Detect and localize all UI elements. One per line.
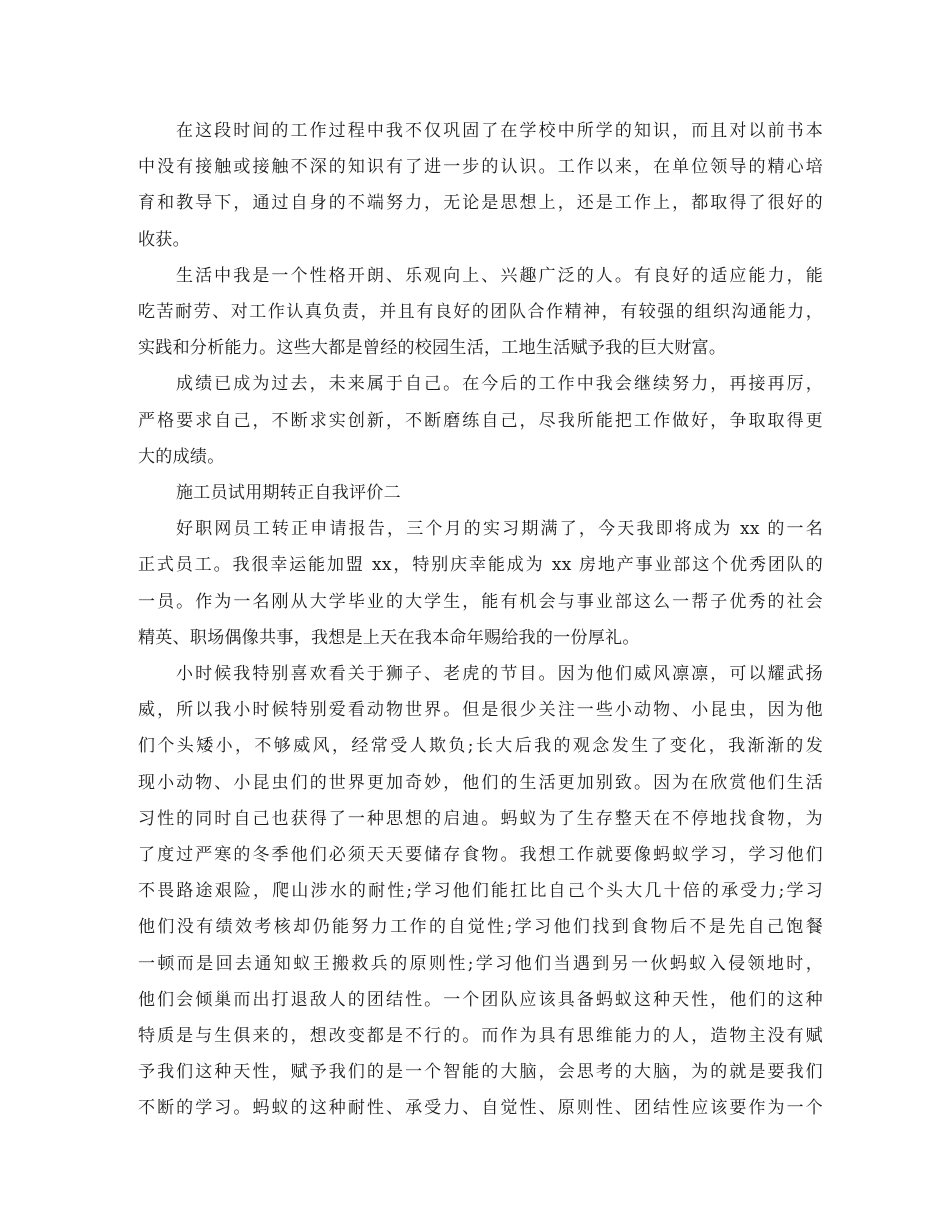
text-line: 了度过严寒的冬季他们必须天天要储存食物。我想工作就要像蚂蚁学习，学习他们 [138,845,823,865]
text-line: 好职网员工转正申请报告，三个月的实习期满了，今天我即将成为 xx 的一名 [176,519,823,540]
text-line: 大的成绩。 [138,446,225,467]
text-line: 在这段时间的工作过程中我不仅巩固了在学校中所学的知识，而且对以前书本 [176,121,823,141]
text-line: 严格要求自己，不断求实创新，不断磨练自己，尽我所能把工作做好，争取取得更 [138,410,823,431]
text-line: 精英、职场偶像共事，我想是上天在我本命年赐给我的一份厚礼。 [138,627,640,648]
text-line: 现小动物、小昆虫们的世界更加奇妙，他们的生活更加别致。因为在欣赏他们生活 [138,772,823,793]
text-line: 吃苦耐劳、对工作认真负责，并且有良好的团队合作精神，有较强的组织沟通能力， [138,302,823,322]
text-line: 收获。 [138,229,190,250]
text-line: 他们没有绩效考核却仍能努力工作的自觉性;学习他们找到食物后不是先自己饱餐 [138,917,823,938]
text-line: 威，所以我小时候特别爱看动物世界。但是很少关注一些小动物、小昆虫，因为他 [138,700,823,721]
text-line: 小时候我特别喜欢看关于狮子、老虎的节目。因为他们威风凛凛，可以耀武扬 [176,664,823,684]
text-line: 他们会倾巢而出打退敌人的团结性。一个团队应该具备蚂蚁这种天性，他们的这种 [138,989,823,1010]
text-line: 不畏路途艰险，爬山涉水的耐性;学习他们能扛比自己个头大几十倍的承受力;学习 [138,881,823,902]
text-line: 习性的同时自己也获得了一种思想的启迪。蚂蚁为了生存整天在不停地找食物，为 [138,808,823,829]
text-line: 不断的学习。蚂蚁的这种耐性、承受力、自觉性、原则性、团结性应该要作为一个 [138,1098,823,1119]
text-line: 成绩已成为过去，未来属于自己。在今后的工作中我会继续努力，再接再厉， [176,374,823,395]
text-line: 特质是与生俱来的，想改变都是不行的。而作为具有思维能力的人，造物主没有赋 [138,1026,823,1046]
text-line: 实践和分析能力。这些大都是曾经的校园生活，工地生活赋予我的巨大财富。 [138,338,727,359]
text-line: 一员。作为一名刚从大学毕业的大学生，能有机会与事业部这么一帮子优秀的社会 [138,591,823,612]
text-line: 们个头矮小，不够威风，经常受人欺负;长大后我的观念发生了变化，我渐渐的发 [138,736,823,757]
text-line: 予我们这种天性，赋予我们的是一个智能的大脑，会思考的大脑，为的就是要我们 [138,1062,823,1083]
text-line: 中没有接触或接触不深的知识有了进一步的认识。工作以来，在单位领导的精心培 [138,157,823,178]
section-heading: 施工员试用期转正自我评价二 [176,483,401,503]
text-line: 一顿而是回去通知蚁王搬救兵的原则性;学习他们当遇到另一伙蚂蚁入侵领地时， [138,953,823,974]
text-line: 育和教导下，通过自身的不端努力，无论是思想上，还是工作上，都取得了很好的 [138,193,823,214]
text-line: 正式员工。我很幸运能加盟 xx，特别庆幸能成为 xx 房地产事业部这个优秀团队的 [138,555,823,576]
text-line: 生活中我是一个性格开朗、乐观向上、兴趣广泛的人。有良好的适应能力，能 [176,265,823,286]
